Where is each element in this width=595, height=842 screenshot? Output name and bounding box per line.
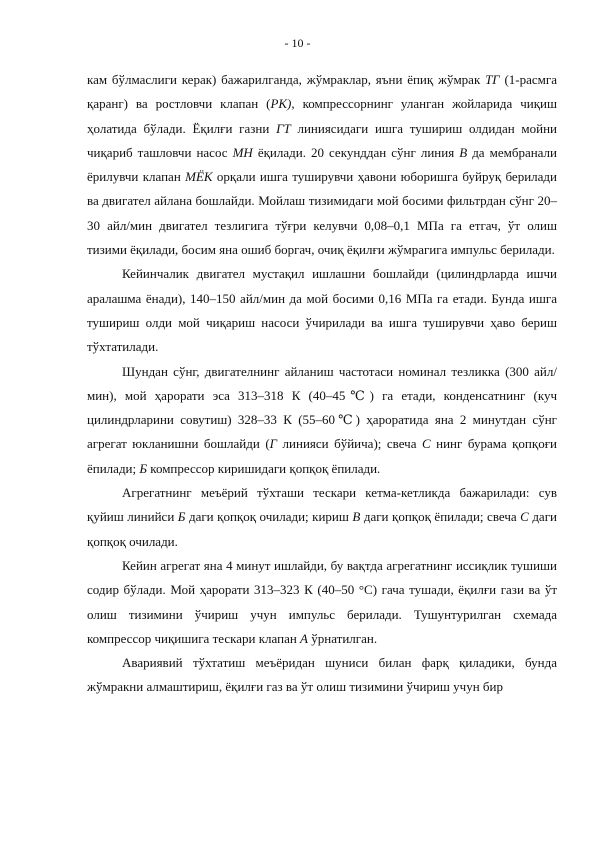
text-run: Кейинчалик двигател мустақил ишлашни бошлайди (цилиндрларда ишчи аралашма ёнади), 140–150 айл/мин да мой босими 0,16 МПа га етади. Бунда ишга тушириш олди мой чиқариш насоси ўчирилади ва ишга туширувчи ҳаво бериш тўхтатилади. (87, 266, 557, 355)
italic-label: А (300, 630, 308, 646)
italic-label: Б (177, 509, 186, 525)
text-run: ўрнатилган. (308, 630, 378, 646)
italic-label: С (520, 509, 529, 525)
paragraph (87, 360, 557, 481)
paragraph (87, 651, 557, 700)
text-run: Авариявий тўхтатиш меъёридан шуниси билан фарқ қиладики, бунда жўмракни алмаштириш, ёқилғи газ ва ўт олиш тизимини ўчириш учун бир (87, 655, 557, 695)
paragraph (87, 554, 557, 651)
text-run: Шундан сўнг, двигателнинг айланиш частотаси номинал тезликка (300 айл/мин), мой ҳарорати эса 313–318 К (40–45℃) га етади, конденсатнинг (куч цилиндрларини совутиш) 328–33 К (55–60℃) ҳароратида яна 2 минутдан сўнг агрегат юкланишни бошлайди ( (87, 363, 557, 452)
italic-label: Б (139, 460, 148, 476)
text-run: даги қопқоқ ёпилади; свеча (360, 509, 521, 525)
text-run: Кейин агрегат яна 4 минут ишлайди, бу вақтда агрегатнинг иссиқлик тушиши содир бўлади. Мой ҳарорати 313–323 К (40–50 °С) гача тушади, ёқилғи гази ва ўт олиш тизимини ўчириш учун импульс берилади. Тушунтурилган схемада компрессор чиқишига тескари клапан (87, 557, 557, 646)
paragraph (87, 262, 557, 359)
text-run: линиясидаги ишга тушириш олдидан мойни чиқариб ташловчи насос (87, 120, 558, 160)
italic-label: С (421, 436, 431, 452)
italic-label: МЁК (185, 169, 213, 185)
text-run: кам бўлмаслиги керак) бажарилганда, жўмраклар, яъни ёпиқ жўмрак (87, 72, 486, 87)
italic-label: ГТ (276, 120, 291, 136)
italic-label: МН (232, 144, 253, 160)
text-run: (1-расмга қаранг) ва ростловчи клапан ( (87, 72, 557, 112)
text-run: линияси бўйича); свеча (277, 436, 422, 452)
text-run: даги қопқоқ очилади; кириш (185, 509, 353, 525)
italic-label: Г (269, 436, 278, 452)
text-run: Агрегатнинг меъёрий тўхташи тескари кетма-кетликда бажарилади: сув қуйиш линийси (87, 485, 557, 525)
text-run: да мембранали ёрилувчи клапан (87, 144, 558, 185)
paragraph (87, 68, 557, 262)
paragraph (87, 481, 557, 554)
page-number: - 10 - (284, 36, 311, 50)
body-text (87, 68, 557, 700)
italic-label: ТГ (485, 72, 500, 87)
text-run: даги қопқоқ очилади. (87, 509, 557, 549)
italic-label: В (459, 144, 468, 160)
italic-label: РК) (270, 96, 292, 112)
text-run: компрессор киришидаги қопқоқ ёпилади. (147, 460, 381, 476)
text-run: орқали ишга туширувчи ҳавони юборишга буйруқ берилади ва двигател айлана бошлайди. Мойлаш тизимидаги мой босими фильтрдан сўнг 20–30 айл/мин двигател тезлигига тўғри келувчи 0,08–0,1 МПа га етгач, ўт олиш тизими ёқилади, босим яна ошиб боргач, очиқ ёқилғи жўмрагига импульс берилади. (87, 169, 557, 258)
text-run: ёқилади. 20 секунддан сўнг линия (252, 144, 460, 160)
italic-label: В (352, 509, 361, 525)
text-run: нинг бурама қопқоғи ёпилади; (87, 436, 557, 476)
text-run: , компрессорнинг уланган жойларида чиқиш ҳолатида бўлади. Ёқилғи газни (87, 96, 558, 136)
